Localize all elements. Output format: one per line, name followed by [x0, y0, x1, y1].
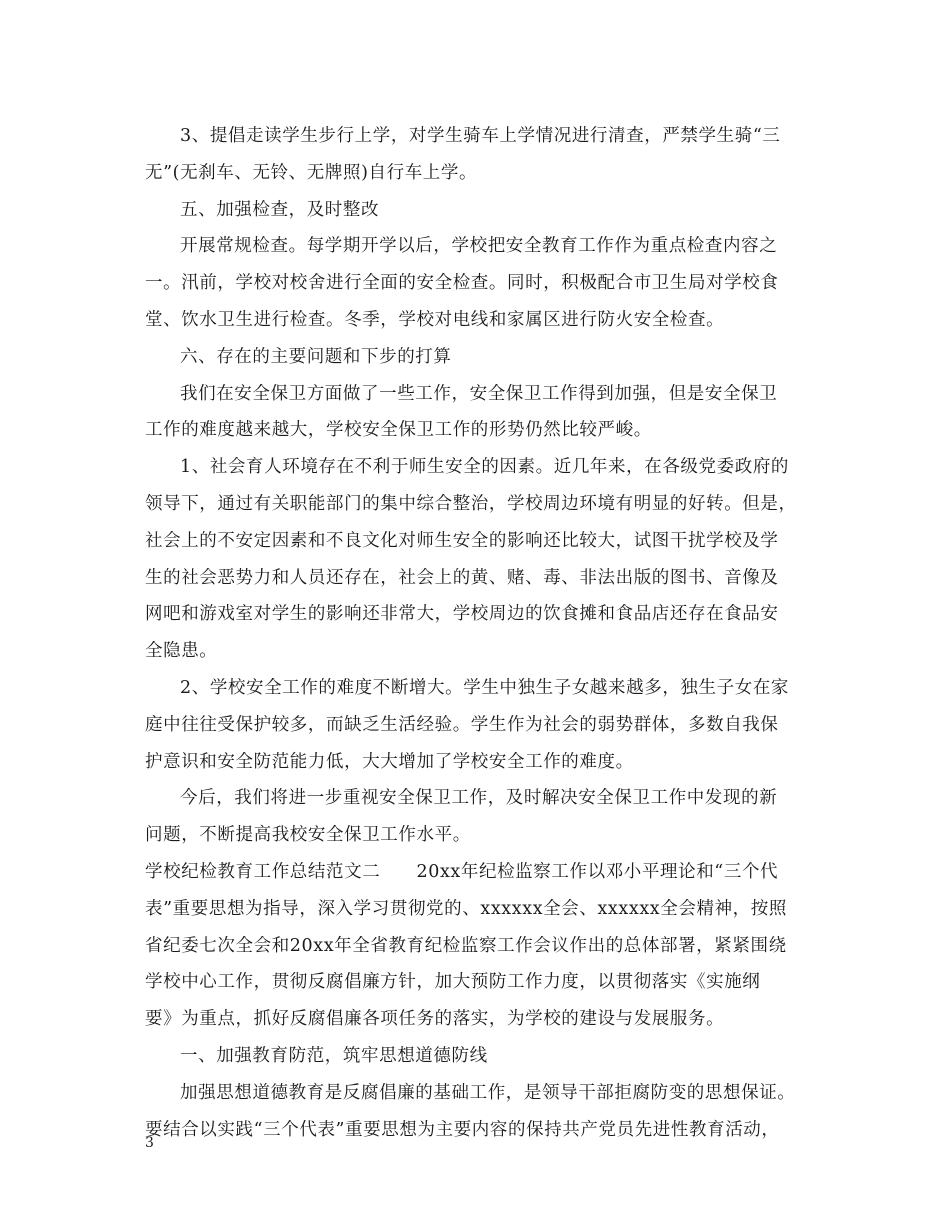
text-line: 六、存在的主要问题和下步的打算	[180, 346, 452, 367]
text-line: 护意识和安全防范能力低，大大增加了学校安全工作的难度。	[145, 751, 634, 772]
text-line: 今后，我们将进一步重视安全保卫工作，及时解决安全保卫工作中发现的新	[180, 788, 778, 809]
text-line: 社会上的不安定因素和不良文化对师生安全的影响还比较大，试图干扰学校及学	[145, 530, 779, 551]
text-line: 1、社会育人环境存在不利于师生安全的因素。近几年来，在各级党委政府的	[180, 457, 790, 478]
page-number: 3	[145, 1135, 154, 1151]
text-line: 堂、饮水卫生进行检查。冬季，学校对电线和家属区进行防火安全检查。	[145, 309, 725, 330]
text-line: 开展常规检查。每学期开学以后，学校把安全教育工作作为重点检查内容之	[180, 236, 778, 257]
text-line: 工作的难度越来越大，学校安全保卫工作的形势仍然比较严峻。	[145, 420, 652, 441]
text-line: 生的社会恶势力和人员还存在，社会上的黄、赌、毒、非法出版的图书、音像及	[145, 567, 779, 588]
text-line: 表”重要思想为指导，深入学习贯彻党的、xxxxxx全会、xxxxxx全会精神，按照	[145, 898, 787, 919]
text-line: 领导下，通过有关职能部门的集中综合整治，学校周边环境有明显的好转。但是，	[145, 493, 797, 514]
text-line: 加强思想道德教育是反腐倡廉的基础工作，是领导干部拒腐防变的思想保证。	[180, 1082, 796, 1103]
text-line: 2、学校安全工作的难度不断增大。学生中独生子女越来越多，独生子女在家	[180, 677, 790, 698]
text-line: 学校纪检教育工作总结范文二 20xx年纪检监察工作以邓小平理论和“三个代	[145, 861, 779, 882]
text-line: 无”(无刹车、无铃、无牌照)自行车上学。	[145, 162, 478, 183]
document-body	[145, 118, 805, 1148]
text-line: 要》为重点，抓好反腐倡廉各项任务的落实，为学校的建设与发展服务。	[145, 1009, 725, 1030]
text-line: 五、加强检查，及时整改	[180, 199, 380, 220]
text-line: 3、提倡走读学生步行上学，对学生骑车上学情况进行清查，严禁学生骑“三	[180, 126, 781, 146]
text-line: 我们在安全保卫方面做了一些工作，安全保卫工作得到加强，但是安全保卫	[180, 383, 778, 404]
text-line: 一。汛前，学校对校舍进行全面的安全检查。同时，积极配合市卫生局对学校食	[145, 273, 779, 294]
text-line: 一、加强教育防范，筑牢思想道德防线	[180, 1045, 488, 1066]
text-line: 庭中往往受保护较多，而缺乏生活经验。学生作为社会的弱势群体，多数自我保	[145, 714, 779, 735]
text-line: 全隐患。	[145, 641, 218, 662]
text-line: 网吧和游戏室对学生的影响还非常大，学校周边的饮食摊和食品店还存在食品安	[145, 604, 779, 625]
text-line: 问题，不断提高我校安全保卫工作水平。	[145, 825, 471, 846]
text-line: 学校中心工作，贯彻反腐倡廉方针，加大预防工作力度，以贯彻落实《实施纲	[145, 972, 761, 993]
text-line: 省纪委七次全会和20xx年全省教育纪检监察工作会议作出的总体部署，紧紧围绕	[145, 935, 787, 956]
text-line: 要结合以实践“三个代表”重要思想为主要内容的保持共产党员先进性教育活动，	[145, 1119, 780, 1140]
